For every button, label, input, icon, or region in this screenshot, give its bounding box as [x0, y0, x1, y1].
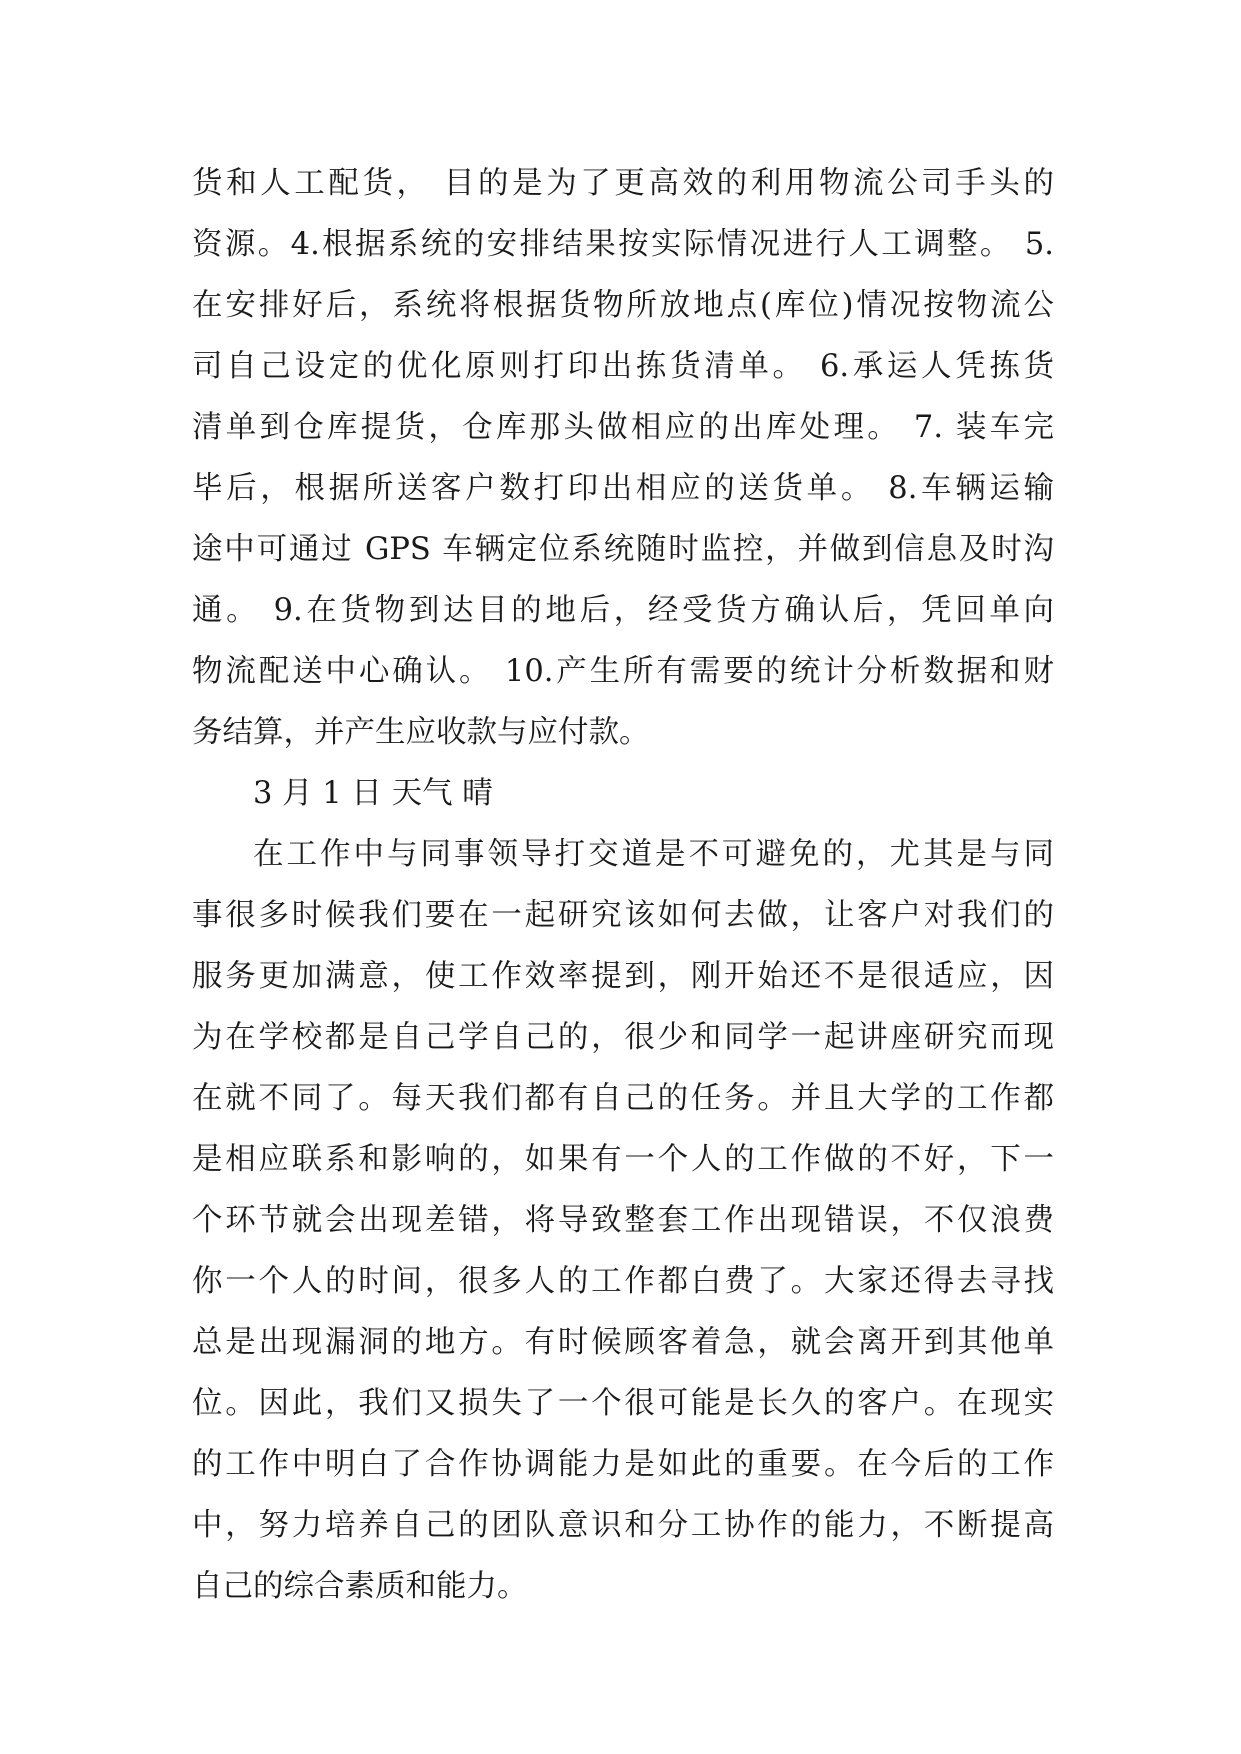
text-line: 为在学校都是自己学自己的，很少和同学一起讲座研究而现	[192, 1020, 1054, 1055]
text-line: 司自己设定的优化原则打印出拣货清单。 6.承运人凭拣货	[192, 349, 1054, 384]
text-line: 通。 9.在货物到达目的地后，经受货方确认后，凭回单向	[192, 593, 1054, 628]
text-line: 在就不同了。每天我们都有自己的任务。并且大学的工作都	[192, 1081, 1054, 1116]
paragraph-first-line: 在工作中与同事领导打交道是不可避免的，尤其是与同	[253, 837, 1054, 872]
text-line: 资源。4.根据系统的安排结果按实际情况进行人工调整。 5.	[192, 227, 1054, 262]
text-line: 中，努力培养自己的团队意识和分工协作的能力，不断提高	[192, 1508, 1054, 1543]
text-line: 事很多时候我们要在一起研究该如何去做，让客户对我们的	[192, 898, 1054, 933]
date-weather-heading: 3 月 1 日 天气 晴	[253, 776, 493, 811]
text-line: 货和人工配货， 目的是为了更高效的利用物流公司手头的	[192, 166, 1054, 201]
text-line: 清单到仓库提货，仓库那头做相应的出库处理。 7. 装车完	[192, 410, 1054, 445]
text-line: 个环节就会出现差错，将导致整套工作出现错误，不仅浪费	[192, 1203, 1054, 1238]
text-line: 你一个人的时间，很多人的工作都白费了。大家还得去寻找	[192, 1264, 1054, 1299]
text-line: 自己的综合素质和能力。	[192, 1569, 528, 1604]
text-line: 物流配送中心确认。 10.产生所有需要的统计分析数据和财	[192, 654, 1054, 689]
text-line: 总是出现漏洞的地方。有时候顾客着急，就会离开到其他单	[192, 1325, 1054, 1360]
text-line: 位。因此，我们又损失了一个很可能是长久的客户。在现实	[192, 1386, 1054, 1421]
text-line: 服务更加满意，使工作效率提到，刚开始还不是很适应，因	[192, 959, 1054, 994]
text-line: 务结算，并产生应收款与应付款。	[192, 715, 650, 750]
text-line: 是相应联系和影响的，如果有一个人的工作做的不好，下一	[192, 1142, 1054, 1177]
text-line: 途中可通过 GPS 车辆定位系统随时监控，并做到信息及时沟	[192, 532, 1054, 567]
text-line: 的工作中明白了合作协调能力是如此的重要。在今后的工作	[192, 1447, 1054, 1482]
text-line: 毕后，根据所送客户数打印出相应的送货单。 8.车辆运输	[192, 471, 1054, 506]
text-line: 在安排好后，系统将根据货物所放地点(库位)情况按物流公	[192, 288, 1054, 323]
